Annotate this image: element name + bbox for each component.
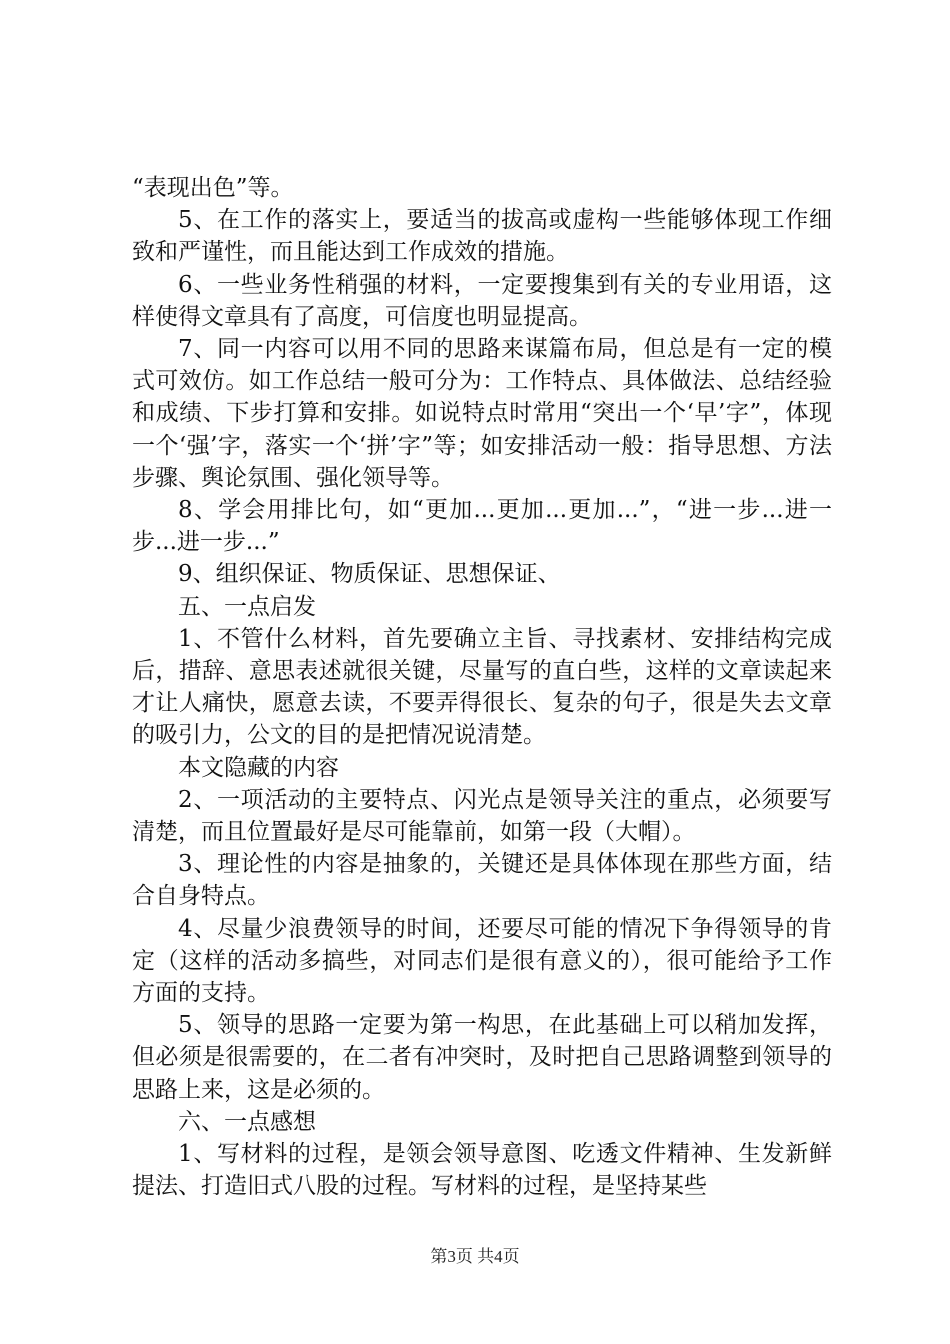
paragraph: 1、不管什么材料，首先要确立主旨、寻找素材、安排结构完成后，措辞、意思表述就很关键，尽量写的直白些，这样的文章读起来才让人痛快，愿意去读，不要弄得很长、复杂的句子，很是失去文章的吸引力，公文的目的是把情况说清楚。 <box>132 625 832 749</box>
paragraph: “表现出色”等。 <box>132 175 294 201</box>
paragraph: 9、组织保证、物质保证、思想保证、 <box>178 561 561 588</box>
paragraph: 6、一些业务性稍强的材料，一定要搜集到有关的专业用语，这样使得文章具有了高度，可信度也明显提高。 <box>132 271 832 330</box>
paragraph: 5、在工作的落实上，要适当的拔高或虚构一些能够体现工作细致和严谨性，而且能达到工作成效的措施。 <box>132 207 832 266</box>
paragraph: 4、尽量少浪费领导的时间，还要尽可能的情况下争得领导的肯定（这样的活动多搞些，对同志们是很有意义的），很可能给予工作方面的支持。 <box>132 915 832 1007</box>
section-heading: 五、一点启发 <box>178 593 316 620</box>
hidden-content-note: 本文隐藏的内容 <box>178 754 339 781</box>
paragraph: 3、理论性的内容是抽象的，关键还是具体体现在那些方面，结合自身特点。 <box>132 851 832 910</box>
paragraph: 7、同一内容可以用不同的思路来谋篇布局，但总是有一定的模式可效仿。如工作总结一般可分为：工作特点、具体做法、总结经验和成绩、下步打算和安排。如说特点时常用“突出一个‘早’字”，体现一个‘强’字，落实一个‘拼’字”等；如安排活动一般：指导思想、方法步骤、舆论氛围、强化领导等。 <box>132 336 832 491</box>
section-heading: 六、一点感想 <box>178 1108 316 1135</box>
paragraph: 5、领导的思路一定要为第一构思，在此基础上可以稍加发挥，但必须是很需要的，在二者有冲突时，及时把自己思路调整到领导的思路上来，这是必须的。 <box>132 1012 832 1103</box>
document-body <box>132 172 832 1203</box>
paragraph: 8、学会用排比句，如“更加...更加...更加...”，“进一步...进一步...进一步...” <box>132 497 832 556</box>
paragraph: 2、一项活动的主要特点、闪光点是领导关注的重点，必须要写清楚，而且位置最好是尽可能靠前，如第一段（大帽）。 <box>132 786 832 846</box>
page-number-footer: 第3页 共4页 <box>430 1247 520 1266</box>
paragraph: 1、写材料的过程，是领会领导意图、吃透文件精神、生发新鲜提法、打造旧式八股的过程。写材料的过程，是坚持某些 <box>132 1141 832 1200</box>
